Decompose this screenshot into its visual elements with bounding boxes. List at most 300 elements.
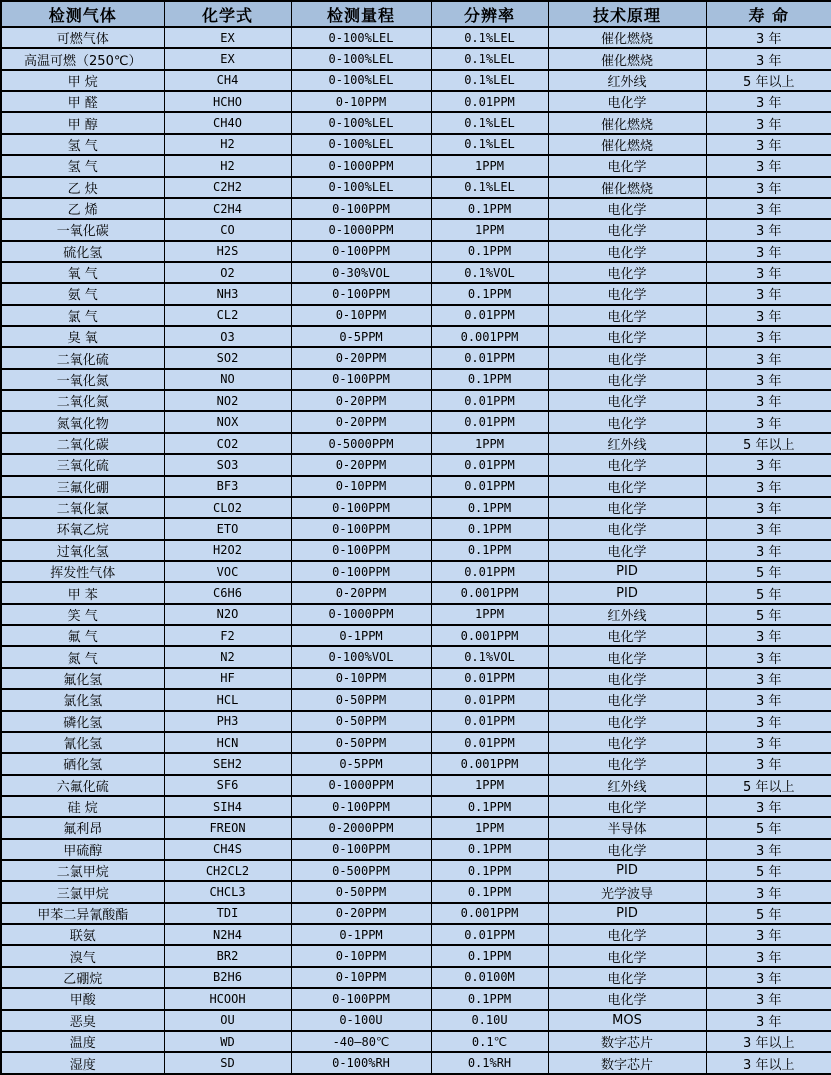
cell-lifespan: 3 年 (706, 924, 831, 945)
cell-range: 0-100%LEL (291, 70, 431, 91)
cell-formula: BF3 (164, 476, 291, 497)
cell-resolution: 0.1PPM (431, 369, 548, 390)
cell-principle: 电化学 (548, 967, 706, 988)
table-row (1, 604, 831, 625)
table-row (1, 540, 831, 561)
cell-resolution: 0.1PPM (431, 839, 548, 860)
table-row (1, 27, 831, 48)
cell-resolution: 0.01PPM (431, 732, 548, 753)
table-body (1, 27, 831, 1074)
cell-lifespan: 3 年 (706, 305, 831, 326)
cell-formula: H2 (164, 134, 291, 155)
cell-gas: 过氧化氢 (1, 540, 164, 561)
cell-formula: HCL (164, 689, 291, 710)
cell-principle: 电化学 (548, 668, 706, 689)
cell-gas: 甲 苯 (1, 582, 164, 603)
cell-range: 0-20PPM (291, 411, 431, 432)
cell-lifespan: 3 年 (706, 753, 831, 774)
cell-range: 0-100PPM (291, 198, 431, 219)
cell-formula: HF (164, 668, 291, 689)
cell-range: 0-5000PPM (291, 433, 431, 454)
cell-principle: 电化学 (548, 198, 706, 219)
cell-lifespan: 3 年 (706, 839, 831, 860)
cell-resolution: 0.01PPM (431, 476, 548, 497)
table-row (1, 198, 831, 219)
cell-formula: O3 (164, 326, 291, 347)
table-row (1, 839, 831, 860)
cell-principle: 红外线 (548, 604, 706, 625)
cell-range: 0-20PPM (291, 903, 431, 924)
cell-formula: NO2 (164, 390, 291, 411)
cell-principle: 红外线 (548, 433, 706, 454)
cell-gas: 笑 气 (1, 604, 164, 625)
cell-range: 0-1PPM (291, 625, 431, 646)
cell-gas: 六氟化硫 (1, 775, 164, 796)
cell-formula: VOC (164, 561, 291, 582)
cell-resolution: 0.0100M (431, 967, 548, 988)
cell-lifespan: 3 年 (706, 326, 831, 347)
cell-range: 0-1000PPM (291, 604, 431, 625)
cell-gas: 乙硼烷 (1, 967, 164, 988)
cell-principle: 电化学 (548, 540, 706, 561)
cell-principle: 红外线 (548, 775, 706, 796)
cell-range: 0-100PPM (291, 369, 431, 390)
cell-formula: SIH4 (164, 796, 291, 817)
cell-formula: CL2 (164, 305, 291, 326)
cell-principle: 电化学 (548, 262, 706, 283)
cell-formula: C6H6 (164, 582, 291, 603)
cell-resolution: 0.1%LEL (431, 134, 548, 155)
column-header-gas: 检测气体 (1, 1, 164, 27)
cell-gas: 一氧化氮 (1, 369, 164, 390)
cell-resolution: 0.1%LEL (431, 48, 548, 69)
cell-range: 0-100%RH (291, 1052, 431, 1074)
cell-resolution: 1PPM (431, 219, 548, 240)
cell-formula: H2 (164, 155, 291, 176)
cell-gas: 氢 气 (1, 134, 164, 155)
cell-gas: 硫化氢 (1, 241, 164, 262)
cell-range: 0-1000PPM (291, 155, 431, 176)
table-row (1, 561, 831, 582)
cell-resolution: 0.1PPM (431, 796, 548, 817)
cell-principle: 电化学 (548, 411, 706, 432)
cell-formula: SF6 (164, 775, 291, 796)
cell-lifespan: 5 年 (706, 817, 831, 838)
cell-resolution: 0.01PPM (431, 689, 548, 710)
cell-resolution: 1PPM (431, 775, 548, 796)
cell-gas: 联氨 (1, 924, 164, 945)
cell-range: 0-100PPM (291, 988, 431, 1009)
cell-formula: CO (164, 219, 291, 240)
table-row (1, 134, 831, 155)
cell-resolution: 0.1PPM (431, 518, 548, 539)
table-row (1, 283, 831, 304)
cell-formula: H2S (164, 241, 291, 262)
cell-formula: OU (164, 1010, 291, 1031)
cell-resolution: 0.001PPM (431, 753, 548, 774)
cell-formula: N2 (164, 646, 291, 667)
cell-range: 0-20PPM (291, 454, 431, 475)
cell-gas: 氯 气 (1, 305, 164, 326)
cell-lifespan: 3 年 (706, 646, 831, 667)
cell-range: 0-100U (291, 1010, 431, 1031)
cell-range: 0-10PPM (291, 305, 431, 326)
cell-formula: CLO2 (164, 497, 291, 518)
cell-gas: 氢 气 (1, 155, 164, 176)
cell-principle: 电化学 (548, 91, 706, 112)
table-row (1, 369, 831, 390)
cell-formula: HCHO (164, 91, 291, 112)
cell-range: 0-20PPM (291, 390, 431, 411)
cell-resolution: 0.001PPM (431, 903, 548, 924)
cell-range: 0-100PPM (291, 241, 431, 262)
cell-resolution: 0.001PPM (431, 582, 548, 603)
table-row (1, 48, 831, 69)
cell-principle: 电化学 (548, 689, 706, 710)
cell-resolution: 0.1%LEL (431, 177, 548, 198)
cell-range: 0-1000PPM (291, 219, 431, 240)
table-row (1, 689, 831, 710)
cell-formula: CH4 (164, 70, 291, 91)
cell-lifespan: 3 年 (706, 881, 831, 902)
cell-gas: 恶臭 (1, 1010, 164, 1031)
cell-formula: CHCL3 (164, 881, 291, 902)
cell-gas: 湿度 (1, 1052, 164, 1074)
cell-formula: TDI (164, 903, 291, 924)
cell-gas: 甲 醛 (1, 91, 164, 112)
cell-principle: 催化燃烧 (548, 112, 706, 133)
cell-lifespan: 3 年 (706, 198, 831, 219)
cell-formula: WD (164, 1031, 291, 1052)
cell-range: 0-100PPM (291, 796, 431, 817)
cell-resolution: 0.1%LEL (431, 112, 548, 133)
cell-gas: 二氧化碳 (1, 433, 164, 454)
cell-lifespan: 3 年 (706, 668, 831, 689)
cell-range: 0-100PPM (291, 497, 431, 518)
cell-principle: 电化学 (548, 241, 706, 262)
cell-principle: 半导体 (548, 817, 706, 838)
cell-resolution: 0.1%VOL (431, 262, 548, 283)
cell-range: 0-100%LEL (291, 112, 431, 133)
cell-lifespan: 3 年以上 (706, 1052, 831, 1074)
table-row (1, 1010, 831, 1031)
cell-lifespan: 3 年 (706, 945, 831, 966)
cell-lifespan: 5 年 (706, 582, 831, 603)
cell-lifespan: 5 年以上 (706, 433, 831, 454)
cell-principle: 电化学 (548, 305, 706, 326)
cell-gas: 甲酸 (1, 988, 164, 1009)
cell-formula: EX (164, 48, 291, 69)
cell-principle: 数字芯片 (548, 1052, 706, 1074)
cell-formula: HCN (164, 732, 291, 753)
cell-formula: F2 (164, 625, 291, 646)
cell-gas: 二氯甲烷 (1, 860, 164, 881)
cell-lifespan: 3 年以上 (706, 1031, 831, 1052)
cell-lifespan: 3 年 (706, 262, 831, 283)
cell-principle: 电化学 (548, 839, 706, 860)
cell-range: 0-50PPM (291, 711, 431, 732)
cell-formula: PH3 (164, 711, 291, 732)
cell-lifespan: 3 年 (706, 91, 831, 112)
cell-resolution: 0.01PPM (431, 305, 548, 326)
cell-principle: 催化燃烧 (548, 27, 706, 48)
cell-principle: 电化学 (548, 711, 706, 732)
table-row (1, 967, 831, 988)
cell-principle: 电化学 (548, 988, 706, 1009)
cell-resolution: 0.1%VOL (431, 646, 548, 667)
cell-principle: PID (548, 561, 706, 582)
table-row (1, 347, 831, 368)
cell-gas: 臭 氧 (1, 326, 164, 347)
table-row (1, 860, 831, 881)
cell-gas: 挥发性气体 (1, 561, 164, 582)
cell-gas: 温度 (1, 1031, 164, 1052)
cell-principle: 电化学 (548, 625, 706, 646)
cell-gas: 硒化氢 (1, 753, 164, 774)
cell-gas: 氟利昂 (1, 817, 164, 838)
cell-resolution: 0.1PPM (431, 198, 548, 219)
cell-lifespan: 3 年 (706, 732, 831, 753)
cell-principle: 电化学 (548, 518, 706, 539)
cell-resolution: 0.01PPM (431, 454, 548, 475)
table-row (1, 454, 831, 475)
cell-principle: 电化学 (548, 326, 706, 347)
cell-formula: CH2CL2 (164, 860, 291, 881)
cell-formula: EX (164, 27, 291, 48)
table-row (1, 433, 831, 454)
cell-principle: 电化学 (548, 732, 706, 753)
table-row (1, 903, 831, 924)
cell-gas: 环氧乙烷 (1, 518, 164, 539)
cell-resolution: 0.01PPM (431, 711, 548, 732)
cell-range: 0-1PPM (291, 924, 431, 945)
column-header-principle: 技术原理 (548, 1, 706, 27)
cell-formula: CH4S (164, 839, 291, 860)
cell-range: 0-2000PPM (291, 817, 431, 838)
table-row (1, 817, 831, 838)
cell-range: 0-100%VOL (291, 646, 431, 667)
table-row (1, 1031, 831, 1052)
cell-lifespan: 3 年 (706, 689, 831, 710)
table-row (1, 711, 831, 732)
table-row (1, 155, 831, 176)
table-row (1, 796, 831, 817)
table-row (1, 924, 831, 945)
cell-lifespan: 5 年 (706, 860, 831, 881)
cell-resolution: 0.1PPM (431, 540, 548, 561)
cell-resolution: 0.01PPM (431, 390, 548, 411)
cell-formula: O2 (164, 262, 291, 283)
cell-formula: C2H4 (164, 198, 291, 219)
cell-range: 0-10PPM (291, 668, 431, 689)
cell-lifespan: 3 年 (706, 369, 831, 390)
cell-gas: 氮氧化物 (1, 411, 164, 432)
cell-lifespan: 3 年 (706, 625, 831, 646)
cell-principle: 红外线 (548, 70, 706, 91)
cell-gas: 二氧化硫 (1, 347, 164, 368)
cell-lifespan: 3 年 (706, 283, 831, 304)
cell-principle: 电化学 (548, 945, 706, 966)
cell-gas: 一氧化碳 (1, 219, 164, 240)
cell-range: 0-10PPM (291, 91, 431, 112)
cell-gas: 氟化氢 (1, 668, 164, 689)
column-header-range: 检测量程 (291, 1, 431, 27)
cell-lifespan: 3 年 (706, 967, 831, 988)
table-row (1, 625, 831, 646)
cell-range: 0-30%VOL (291, 262, 431, 283)
cell-resolution: 0.1%LEL (431, 27, 548, 48)
cell-formula: H2O2 (164, 540, 291, 561)
cell-gas: 二氧化氮 (1, 390, 164, 411)
cell-range: -40—80℃ (291, 1031, 431, 1052)
cell-formula: C2H2 (164, 177, 291, 198)
cell-gas: 甲 醇 (1, 112, 164, 133)
cell-lifespan: 3 年 (706, 177, 831, 198)
cell-principle: 电化学 (548, 347, 706, 368)
cell-range: 0-100PPM (291, 283, 431, 304)
cell-principle: 电化学 (548, 476, 706, 497)
cell-principle: 数字芯片 (548, 1031, 706, 1052)
cell-principle: 电化学 (548, 155, 706, 176)
cell-gas: 三氟化硼 (1, 476, 164, 497)
table-row (1, 112, 831, 133)
cell-range: 0-10PPM (291, 476, 431, 497)
cell-formula: BR2 (164, 945, 291, 966)
table-row (1, 411, 831, 432)
column-header-resolution: 分辨率 (431, 1, 548, 27)
cell-principle: 电化学 (548, 454, 706, 475)
cell-gas: 磷化氢 (1, 711, 164, 732)
cell-resolution: 0.01PPM (431, 91, 548, 112)
cell-resolution: 0.1PPM (431, 881, 548, 902)
cell-lifespan: 3 年 (706, 988, 831, 1009)
cell-lifespan: 3 年 (706, 454, 831, 475)
cell-resolution: 0.1PPM (431, 988, 548, 1009)
cell-lifespan: 3 年 (706, 796, 831, 817)
cell-lifespan: 5 年以上 (706, 775, 831, 796)
cell-resolution: 1PPM (431, 817, 548, 838)
cell-range: 0-500PPM (291, 860, 431, 881)
cell-formula: B2H6 (164, 967, 291, 988)
table-row (1, 70, 831, 91)
cell-resolution: 0.1PPM (431, 241, 548, 262)
cell-range: 0-100%LEL (291, 48, 431, 69)
cell-resolution: 0.1%LEL (431, 70, 548, 91)
cell-lifespan: 3 年 (706, 347, 831, 368)
table-header (1, 1, 831, 27)
cell-principle: PID (548, 860, 706, 881)
cell-range: 0-100%LEL (291, 27, 431, 48)
table-row (1, 988, 831, 1009)
cell-resolution: 0.01PPM (431, 411, 548, 432)
table-row (1, 390, 831, 411)
cell-range: 0-100PPM (291, 561, 431, 582)
table-row (1, 1052, 831, 1074)
cell-principle: 催化燃烧 (548, 48, 706, 69)
table-row (1, 518, 831, 539)
cell-lifespan: 3 年 (706, 112, 831, 133)
cell-lifespan: 5 年 (706, 604, 831, 625)
cell-lifespan: 5 年 (706, 561, 831, 582)
cell-lifespan: 3 年 (706, 219, 831, 240)
cell-gas: 氰化氢 (1, 732, 164, 753)
table-row (1, 646, 831, 667)
cell-lifespan: 3 年 (706, 134, 831, 155)
cell-resolution: 0.1℃ (431, 1031, 548, 1052)
cell-resolution: 0.001PPM (431, 326, 548, 347)
cell-lifespan: 3 年 (706, 390, 831, 411)
cell-range: 0-20PPM (291, 347, 431, 368)
cell-principle: PID (548, 582, 706, 603)
cell-lifespan: 3 年 (706, 497, 831, 518)
cell-lifespan: 3 年 (706, 540, 831, 561)
cell-formula: NOX (164, 411, 291, 432)
cell-principle: PID (548, 903, 706, 924)
cell-gas: 硅 烷 (1, 796, 164, 817)
cell-resolution: 0.01PPM (431, 347, 548, 368)
cell-principle: 电化学 (548, 646, 706, 667)
cell-principle: 催化燃烧 (548, 134, 706, 155)
table-row (1, 305, 831, 326)
table-row (1, 497, 831, 518)
cell-lifespan: 3 年 (706, 711, 831, 732)
cell-range: 0-100PPM (291, 839, 431, 860)
cell-formula: SO2 (164, 347, 291, 368)
cell-resolution: 0.1PPM (431, 283, 548, 304)
cell-lifespan: 5 年 (706, 903, 831, 924)
cell-gas: 三氧化硫 (1, 454, 164, 475)
cell-formula: SO3 (164, 454, 291, 475)
table-row (1, 219, 831, 240)
table-row (1, 326, 831, 347)
cell-gas: 甲 烷 (1, 70, 164, 91)
cell-lifespan: 3 年 (706, 476, 831, 497)
cell-formula: N2H4 (164, 924, 291, 945)
cell-gas: 氨 气 (1, 283, 164, 304)
cell-resolution: 1PPM (431, 155, 548, 176)
cell-gas: 氯化氢 (1, 689, 164, 710)
table-row (1, 945, 831, 966)
cell-gas: 三氯甲烷 (1, 881, 164, 902)
cell-range: 0-5PPM (291, 753, 431, 774)
cell-formula: NH3 (164, 283, 291, 304)
table-row (1, 881, 831, 902)
cell-lifespan: 3 年 (706, 518, 831, 539)
cell-formula: CO2 (164, 433, 291, 454)
cell-resolution: 0.01PPM (431, 668, 548, 689)
cell-resolution: 1PPM (431, 433, 548, 454)
cell-range: 0-1000PPM (291, 775, 431, 796)
cell-range: 0-10PPM (291, 967, 431, 988)
table-row (1, 753, 831, 774)
cell-range: 0-100%LEL (291, 177, 431, 198)
cell-range: 0-50PPM (291, 689, 431, 710)
cell-range: 0-50PPM (291, 881, 431, 902)
cell-formula: FREON (164, 817, 291, 838)
table-row (1, 668, 831, 689)
cell-principle: 电化学 (548, 369, 706, 390)
cell-range: 0-100%LEL (291, 134, 431, 155)
cell-range: 0-10PPM (291, 945, 431, 966)
cell-resolution: 0.10U (431, 1010, 548, 1031)
column-header-lifespan: 寿 命 (706, 1, 831, 27)
cell-formula: NO (164, 369, 291, 390)
cell-formula: HCOOH (164, 988, 291, 1009)
cell-gas: 高温可燃（250℃） (1, 48, 164, 69)
cell-range: 0-100PPM (291, 518, 431, 539)
cell-principle: MOS (548, 1010, 706, 1031)
table-row (1, 91, 831, 112)
